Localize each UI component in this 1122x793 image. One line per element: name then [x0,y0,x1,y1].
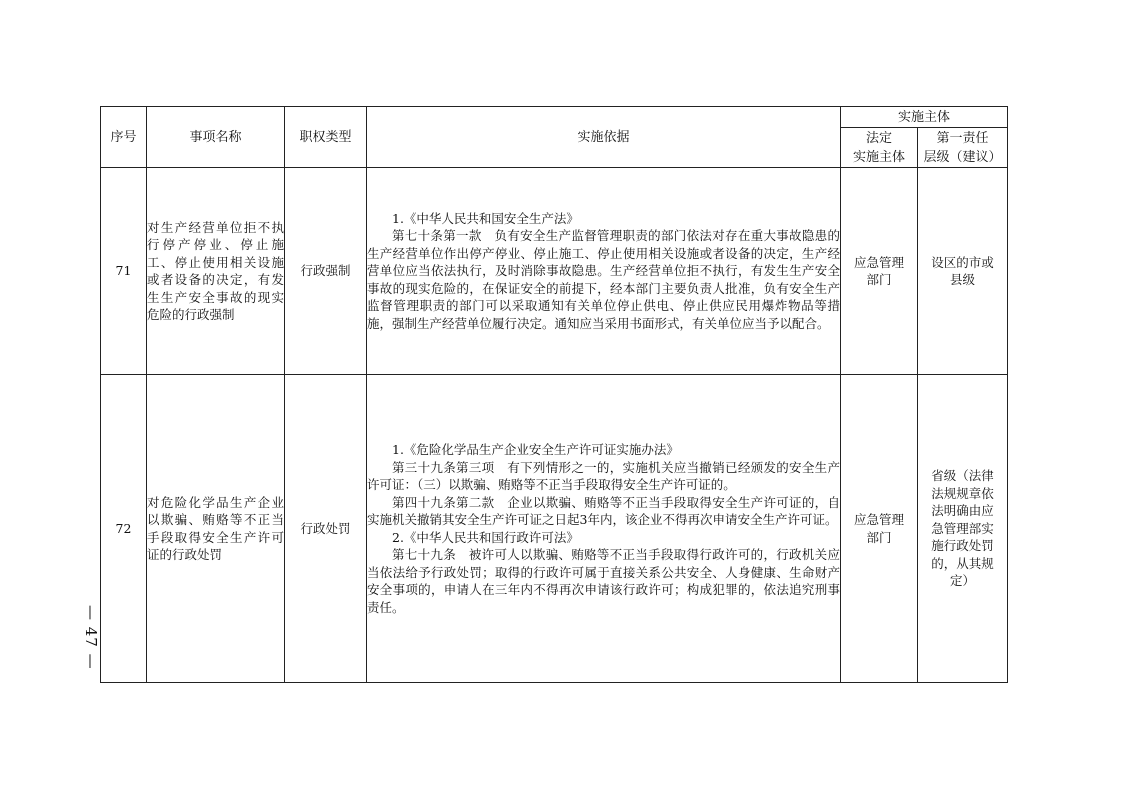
row-basis [367,168,841,375]
basis-law-title: 1.《危险化学品生产企业安全生产许可证实施办法》 [392,442,679,457]
header-legal-subject-line2: 实施主体 [852,149,905,165]
header-basis: 实施依据 [367,107,841,168]
header-legal-subject [841,128,918,168]
row-seq: 72 [101,375,147,683]
row-legal-subject: 应急管理部门 [841,168,918,375]
authority-items-table [100,106,1008,683]
row-seq: 71 [101,168,147,375]
row-first-level: 省级（法律法规规章依法明确由应急管理部实施行政处罚的，从其规定） [918,375,1008,683]
row-first-level: 设区的市或县级 [918,168,1008,375]
basis-clause: 第四十九条第二款 企业以欺骗、贿赂等不正当手段取得安全生产许可证的，自实施机关撤销其安全生产许可证之日起3年内，该企业不得再次申请安全生产许可证。 [367,494,840,527]
header-first-level [918,128,1008,168]
basis-clause: 第三十九条第三项 有下列情形之一的，实施机关应当撤销已经颁发的安全生产许可证：（三）以欺骗、贿赂等不正当手段取得安全生产许可证的。 [367,459,840,492]
basis-law-title: 1.《中华人民共和国安全生产法》 [392,210,579,226]
row-authority-type: 行政强制 [285,168,367,375]
page-number: — 47 — [82,604,100,670]
basis-clause: 第七十条第一款 负有安全生产监督管理职责的部门依法对存在重大事故隐患的生产经营单位作出停产停业、停止施工、停止使用相关设施或者设备的决定，生产经营单位应当依法执行，及时消除事故隐患。生产经营单位拒不执行，有发生生产安全事故的现实危险的，在保证安全的前提下，经本部门主要负责人批准，负有安全生产监督管理职责的部门可以采取通知有关单位停止供电、停止供应民用爆炸物品等措施，强制生产经营单位履行决定。通知应当采用书面形式，有关单位应当予以配合。 [367,228,840,331]
basis-clause: 第七十九条 被许可人以欺骗、贿赂等不正当手段取得行政许可的，行政机关应当依法给予行政处罚；取得的行政许可属于直接关系公共安全、人身健康、生命财产安全事项的，申请人在三年内不得再次申请该行政许可；构成犯罪的，依法追究刑事责任。 [367,547,840,615]
header-item-name: 事项名称 [147,107,285,168]
header-implementing-subject: 实施主体 [841,107,1008,128]
basis-law-title: 2.《中华人民共和国行政许可法》 [392,529,579,545]
table-row [101,168,1008,375]
row-basis [367,375,841,683]
table-row [101,375,1008,683]
header-authority-type: 职权类型 [285,107,367,168]
header-legal-subject-line1: 法定 [865,130,892,146]
header-first-level-line1: 第一责任 [936,130,989,146]
header-first-level-line2: 层级（建议） [923,149,1002,165]
row-legal-subject: 应急管理部门 [841,375,918,683]
header-seq: 序号 [101,107,147,168]
row-item-name: 对生产经营单位拒不执行停产停业、停止施工、停止使用相关设施或者设备的决定，有发生生产安全事故的现实危险的行政强制 [147,168,285,375]
row-authority-type: 行政处罚 [285,375,367,683]
row-item-name: 对危险化学品生产企业以欺骗、贿赂等不正当手段取得安全生产许可证的行政处罚 [147,375,285,683]
